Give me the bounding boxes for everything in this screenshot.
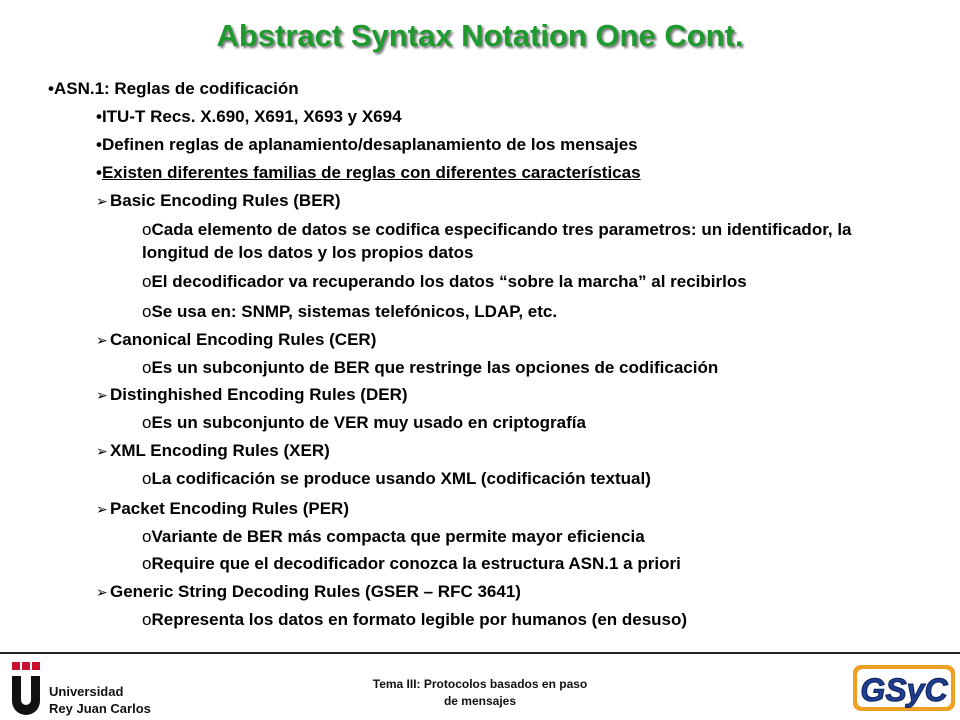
rule-per bbox=[96, 499, 349, 519]
sub-bullet: o bbox=[142, 302, 152, 321]
slide-title: Abstract Syntax Notation One Cont. bbox=[216, 18, 744, 53]
item-text: Se usa en: SNMP, sistemas telefónicos, LDAP, etc. bbox=[151, 302, 558, 321]
rule-name: Distinghished Encoding Rules (DER) bbox=[110, 385, 408, 404]
footer-caption bbox=[330, 676, 630, 710]
gsyc-logo-text: GSyC bbox=[860, 672, 948, 708]
rule-name: Canonical Encoding Rules (CER) bbox=[110, 330, 377, 349]
item-text: Variante de BER más compacta que permite mayor eficiencia bbox=[151, 527, 645, 546]
rule-cer bbox=[96, 330, 376, 350]
item-text: El decodificador va recuperando los datos “sobre la marcha” al recibirlos bbox=[151, 272, 747, 291]
item-text: Es un subconjunto de BER que restringe las opciones de codificación bbox=[151, 358, 719, 377]
ber-item-3 bbox=[142, 302, 557, 322]
rule-ber bbox=[96, 191, 340, 211]
sub-bullet: o bbox=[142, 610, 152, 629]
rule-name: Packet Encoding Rules (PER) bbox=[110, 499, 349, 518]
footer-line-2: de mensajes bbox=[443, 694, 517, 708]
item-text: Cada elemento de datos se codifica especificando tres parametros: un identificador, la longitud de los datos y los propios datos bbox=[142, 220, 852, 262]
bullet-glyph: • bbox=[96, 135, 102, 154]
sub-bullet: o bbox=[142, 469, 152, 488]
arrow-bullet-icon: ➢ bbox=[96, 193, 108, 209]
arrow-bullet-icon: ➢ bbox=[96, 443, 108, 459]
sub-bullet: o bbox=[142, 220, 152, 239]
arrow-bullet-icon: ➢ bbox=[96, 584, 108, 600]
bullet-text: ITU-T Recs. X.690, X691, X693 y X694 bbox=[101, 107, 402, 126]
bullet-itu-recs bbox=[96, 107, 402, 127]
item-text: Representa los datos en formato legible por humanos (en desuso) bbox=[151, 610, 688, 629]
bullet-definen-reglas bbox=[96, 135, 638, 155]
ber-item-1 bbox=[142, 218, 862, 264]
sub-bullet: o bbox=[142, 527, 152, 546]
bullet-text: ASN.1: Reglas de codificación bbox=[53, 79, 299, 98]
cer-item-1 bbox=[142, 358, 718, 378]
rule-der bbox=[96, 385, 408, 405]
arrow-bullet-icon: ➢ bbox=[96, 387, 108, 403]
bullet-familias bbox=[96, 163, 641, 183]
university-line-2: Rey Juan Carlos bbox=[49, 701, 151, 716]
rule-name: Basic Encoding Rules (BER) bbox=[110, 191, 341, 210]
arrow-bullet-icon: ➢ bbox=[96, 501, 108, 517]
ber-item-2 bbox=[142, 272, 747, 292]
arrow-bullet-icon: ➢ bbox=[96, 332, 108, 348]
sub-bullet: o bbox=[142, 413, 152, 432]
rule-name: Generic String Decoding Rules (GSER – RFC 3641) bbox=[110, 582, 521, 601]
university-line-1: Universidad bbox=[49, 684, 124, 699]
bullet-asn1 bbox=[48, 79, 299, 99]
xer-item-1 bbox=[142, 469, 651, 489]
bullet-glyph: • bbox=[48, 79, 54, 98]
bullet-text: Definen reglas de aplanamiento/desaplanamiento de los mensajes bbox=[101, 135, 638, 154]
footer-line-1: Tema III: Protocolos basados en paso bbox=[372, 677, 588, 691]
rule-xer bbox=[96, 441, 330, 461]
bullet-glyph: • bbox=[96, 163, 102, 182]
footer-divider bbox=[0, 652, 960, 654]
rule-gser bbox=[96, 582, 521, 602]
university-name bbox=[49, 683, 151, 717]
item-text: La codificación se produce usando XML (codificación textual) bbox=[151, 469, 651, 488]
sub-bullet: o bbox=[142, 554, 152, 573]
item-text: Require que el decodificador conozca la estructura ASN.1 a priori bbox=[151, 554, 681, 573]
bullet-glyph: • bbox=[96, 107, 102, 126]
per-item-2 bbox=[142, 554, 681, 574]
der-item-1 bbox=[142, 413, 586, 433]
item-text: Es un subconjunto de VER muy usado en criptografía bbox=[151, 413, 586, 432]
per-item-1 bbox=[142, 527, 645, 547]
sub-bullet: o bbox=[142, 272, 152, 291]
sub-bullet: o bbox=[142, 358, 152, 377]
gsyc-logo-icon bbox=[852, 662, 956, 714]
bullet-text: Existen diferentes familias de reglas con diferentes características bbox=[101, 163, 641, 182]
gser-item-1 bbox=[142, 610, 687, 630]
rule-name: XML Encoding Rules (XER) bbox=[110, 441, 330, 460]
